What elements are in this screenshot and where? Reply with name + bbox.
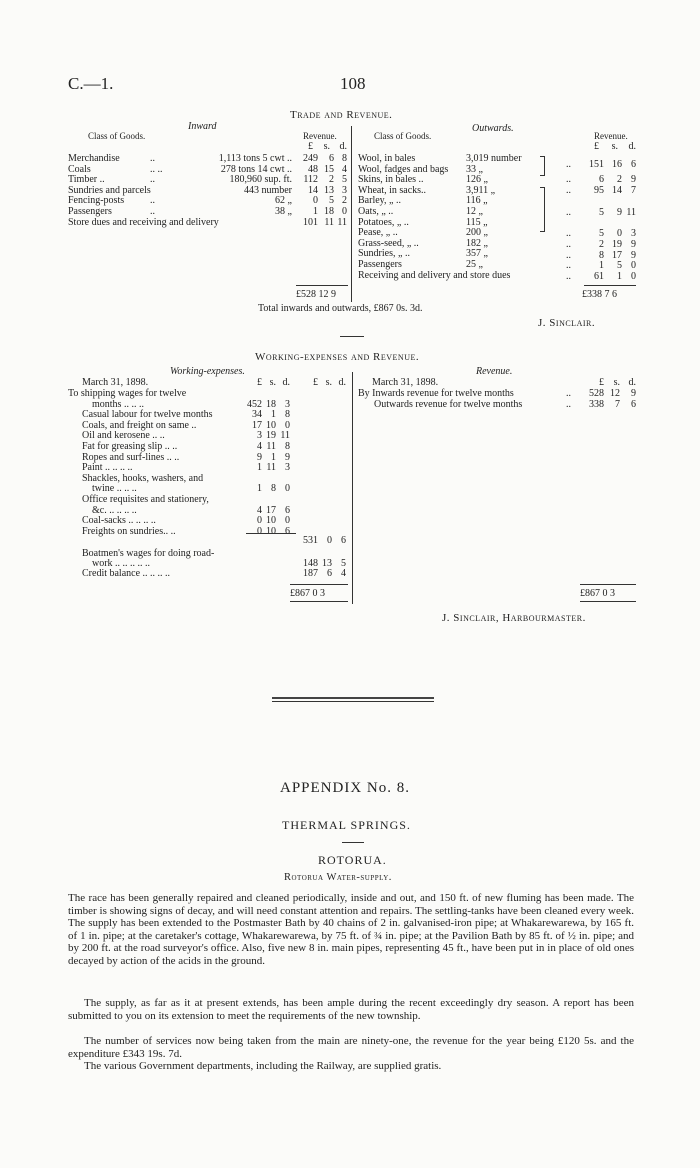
boatmen-amount-pence: 5 xyxy=(341,558,346,569)
inward-class-header: Class of Goods. xyxy=(88,131,146,141)
currency-header: d. xyxy=(339,141,347,152)
leader-dots: .. xyxy=(566,250,571,261)
inward-revenue-shillings: 6 xyxy=(329,153,334,164)
expense-amount-shillings: 11 xyxy=(266,462,276,474)
brace xyxy=(540,187,545,232)
currency-header: d. xyxy=(282,377,290,388)
revenue-amount-pence: 9 xyxy=(631,388,636,399)
inward-revenue-pounds: 101 xyxy=(303,216,318,228)
outward-quantity: 25 „ xyxy=(466,259,483,270)
outward-revenue-pounds: 8 xyxy=(599,250,604,261)
expense-item: Freights on sundries.. .. xyxy=(82,525,176,537)
leader-dots: .. xyxy=(566,239,571,250)
outward-quantity: 3,911 „ xyxy=(466,184,496,196)
expense-amount-shillings: 1 xyxy=(271,451,276,463)
outward-revenue-shillings: 17 xyxy=(612,250,622,261)
outward-total-rule xyxy=(584,285,636,286)
appendix-subtitle: THERMAL SPRINGS. xyxy=(282,818,411,832)
leader-dots: .. xyxy=(566,185,571,196)
revenue-item: By Inwards revenue for twelve months xyxy=(358,388,514,399)
revenue-heading: Revenue. xyxy=(476,366,513,377)
expense-amount-shillings: 10 xyxy=(266,515,276,527)
paragraph: The supply, as far as it at present extends, has been ample during the recent exceedingly dry season. A report has been submitted to you on its extension to meet the requirements of the new township. xyxy=(68,997,634,1022)
expense-amount-pence: 0 xyxy=(285,483,290,495)
inward-quantity: 278 tons 14 cwt .. xyxy=(220,163,292,175)
leader-dots: .. xyxy=(150,153,155,164)
inward-class: Sundries and parcels xyxy=(68,184,151,196)
inward-class: Timber .. xyxy=(68,174,105,186)
outward-class: Potatoes, „ .. xyxy=(358,216,409,228)
inward-revenue-header: Revenue. xyxy=(303,131,337,141)
document-ref: C.—1. xyxy=(68,74,114,93)
expense-item: twine .. .. .. xyxy=(92,483,137,495)
expense-item: &c. .. .. .. .. xyxy=(92,504,137,516)
inward-revenue-shillings: 18 xyxy=(324,206,334,217)
inward-revenue-shillings: 11 xyxy=(324,216,334,228)
outward-quantity: 200 „ xyxy=(466,227,488,239)
outward-revenue-pounds: 95 xyxy=(594,185,604,196)
outward-class: Passengers xyxy=(358,259,402,270)
leader-dots: .. xyxy=(566,398,571,410)
expense-item: Paint .. .. .. .. xyxy=(82,462,133,474)
outward-revenue-pence: 0 xyxy=(631,271,636,282)
inward-revenue-shillings: 5 xyxy=(329,195,334,207)
paragraph: The race has been generally repaired and cleaned periodically, inside and out, and 150 ft. of new fluming has been made. The timber is showing signs of decay, and will need constant attention and repairs. The settling-tanks have been cleaned every week. The supply has been extended to the Postmaster Bath by 40 chains of 2 in. galvanised-iron pipe; at Whakarewarewa, by 165 ft. of 1 in. pipe; at the caretaker's cottage, Whakarewarewa, by 75 ft. of ¾ in. pipe; at the Pavilion Bath by 85 ft. of ½ in. pipe; and by 200 ft. at the road surveyor's office. Also, five new 8 in. main pipes, representing 45 ft., have been put in in place of old ones decayed by action of the acids in the ground. xyxy=(68,892,634,967)
left-total-underline xyxy=(290,601,348,602)
outward-revenue-shillings: 14 xyxy=(612,185,622,196)
inward-total: £528 12 9 xyxy=(296,289,336,300)
expense-amount-pence: 3 xyxy=(285,398,290,410)
outward-class-header: Class of Goods. xyxy=(374,131,432,141)
outward-revenue-pence: 9 xyxy=(631,239,636,250)
paragraph: The number of services now being taken from the main are ninety-one, the revenue for the year being £120 5s. and the expenditure £343 19s. 7d. xyxy=(68,1035,634,1060)
currency-header: d. xyxy=(628,141,636,152)
inward-heading: Inward xyxy=(188,121,217,132)
expense-amount-pence: 9 xyxy=(285,451,290,463)
currency-header: £ xyxy=(308,141,313,152)
expenses-subtotal-shillings: 0 xyxy=(327,535,332,546)
outward-quantity: 12 „ xyxy=(466,206,483,217)
outward-class: Barley, „ .. xyxy=(358,195,401,207)
expense-item: Office requisites and stationery, xyxy=(82,494,209,505)
expense-amount-shillings: 10 xyxy=(266,419,276,431)
leader-dots: .. xyxy=(566,228,571,239)
expense-amount-shillings: 11 xyxy=(266,441,276,452)
inward-total-rule xyxy=(296,285,348,286)
inward-class: Store dues and receiving and delivery xyxy=(68,216,219,228)
expense-item: Oil and kerosene .. .. xyxy=(82,430,165,442)
leader-dots: .. xyxy=(566,207,571,218)
expense-amount-pence: 6 xyxy=(285,525,290,537)
revenue-total: £867 0 3 xyxy=(580,588,615,599)
revenue-amount-shillings: 7 xyxy=(615,398,620,410)
outward-revenue-pounds: 2 xyxy=(599,239,604,250)
expense-amount-shillings: 18 xyxy=(266,398,276,410)
expense-amount-pounds: 0 xyxy=(257,515,262,527)
expense-amount-pence: 0 xyxy=(285,419,290,431)
outward-class: Grass-seed, „ .. xyxy=(358,237,419,249)
page-number: 108 xyxy=(340,74,366,93)
inward-revenue-pounds: 0 xyxy=(313,195,318,207)
expense-amount-pounds: 17 xyxy=(252,419,262,431)
leader-dots: .. xyxy=(566,159,571,170)
brace xyxy=(540,156,545,176)
outward-quantity: 126 „ xyxy=(466,174,488,186)
expense-amount-shillings: 8 xyxy=(271,483,276,495)
appendix-title: APPENDIX No. 8. xyxy=(280,780,411,796)
inward-revenue-pence: 11 xyxy=(337,216,347,228)
outward-class: Wool, fadges and bags xyxy=(358,163,449,175)
leader-dots: .. xyxy=(566,174,571,185)
currency-header: d. xyxy=(338,377,346,388)
inward-quantity: 62 „ xyxy=(275,195,292,207)
expense-amount-shillings: 17 xyxy=(266,504,276,516)
outward-revenue-pence: 3 xyxy=(631,228,636,239)
outward-class: Pease, „ .. xyxy=(358,227,398,239)
outward-quantity: 182 „ xyxy=(466,237,488,249)
expense-item: Shackles, hooks, washers, and xyxy=(82,472,204,484)
grand-total: Total inwards and outwards, £867 0s. 3d. xyxy=(258,303,423,314)
expenses-subtotal-pence: 6 xyxy=(341,535,346,546)
inward-class: Merchandise xyxy=(68,153,120,164)
credit-amount-shillings: 6 xyxy=(327,568,332,579)
leader-dots: .. xyxy=(566,388,571,399)
outward-revenue-shillings: 9 xyxy=(617,207,622,218)
currency-header: s. xyxy=(269,377,276,388)
outward-class: Receiving and delivery and store dues xyxy=(358,269,511,281)
inward-revenue-pence: 5 xyxy=(342,174,347,186)
outward-revenue-pounds: 6 xyxy=(599,174,604,185)
outward-revenue-pence: 9 xyxy=(631,174,636,185)
outward-revenue-pounds: 1 xyxy=(599,260,604,271)
inward-revenue-shillings: 13 xyxy=(324,184,334,196)
currency-header: £ xyxy=(313,377,318,388)
expense-amount-pence: 3 xyxy=(285,462,290,474)
outward-revenue-pounds: 5 xyxy=(599,207,604,218)
right-total-underline xyxy=(580,601,636,602)
leader-dots: .. xyxy=(150,195,155,207)
expense-amount-pence: 6 xyxy=(285,504,290,516)
inward-quantity: 38 „ xyxy=(275,206,292,217)
inward-revenue-pence: 8 xyxy=(342,153,347,164)
expense-item: Credit balance .. .. .. .. xyxy=(82,568,171,579)
expense-item: Casual labour for twelve months xyxy=(82,409,213,421)
right-total-rule xyxy=(580,584,636,585)
outward-revenue-shillings: 1 xyxy=(617,271,622,282)
inward-class: Passengers xyxy=(68,206,112,217)
inward-class: Coals xyxy=(68,163,91,175)
revenue-item: Outwards revenue for twelve months xyxy=(374,398,523,410)
expenses-date: March 31, 1898. xyxy=(82,377,149,388)
expense-amount-shillings: 19 xyxy=(266,430,276,442)
inward-quantity: 443 number xyxy=(243,184,292,196)
revenue-amount-shillings: 12 xyxy=(610,388,620,399)
inward-revenue-pounds: 1 xyxy=(313,206,318,217)
section-double-rule xyxy=(272,697,434,699)
currency-header: £ xyxy=(594,141,599,152)
outward-quantity: 33 „ xyxy=(466,163,483,175)
outward-revenue-shillings: 2 xyxy=(617,174,622,185)
expense-amount-pounds: 9 xyxy=(257,451,262,463)
inward-revenue-shillings: 2 xyxy=(329,174,334,186)
currency-header: s. xyxy=(325,377,332,388)
expense-amount-pounds: 1 xyxy=(257,483,262,495)
outward-class: Wheat, in sacks.. xyxy=(358,184,427,196)
currency-header: £ xyxy=(257,377,262,388)
expense-item: months .. .. .. xyxy=(92,398,144,410)
outward-revenue-shillings: 5 xyxy=(617,260,622,271)
expense-amount-pounds: 4 xyxy=(257,504,262,516)
revenue-date: March 31, 1898. xyxy=(372,377,439,388)
revenue-amount-pounds: 528 xyxy=(589,388,604,399)
expense-amount-pence: 8 xyxy=(285,409,290,421)
outward-class: Wool, in bales xyxy=(358,153,416,164)
appendix-divider xyxy=(342,842,364,843)
inward-revenue-pence: 4 xyxy=(342,163,347,175)
outward-class: Skins, in bales .. xyxy=(358,174,424,186)
outward-revenue-pence: 11 xyxy=(626,207,636,218)
outward-revenue-pence: 6 xyxy=(631,159,636,170)
expense-amount-pounds: 34 xyxy=(252,409,262,421)
expense-amount-shillings: 10 xyxy=(266,525,276,537)
expense-amount-pounds: 4 xyxy=(257,441,262,452)
section-title: Rotorua Water-supply. xyxy=(284,872,392,883)
inward-revenue-shillings: 15 xyxy=(324,163,334,175)
boatmen-amount-pounds: 148 xyxy=(303,558,318,569)
inward-revenue-pence: 2 xyxy=(342,195,347,207)
leader-dots: .. xyxy=(150,174,155,186)
outward-revenue-pence: 7 xyxy=(631,185,636,196)
outward-revenue-pounds: 151 xyxy=(589,159,604,170)
outward-class: Sundries, „ .. xyxy=(358,248,410,260)
revenue-amount-pence: 6 xyxy=(631,398,636,410)
currency-header: £ xyxy=(599,377,604,388)
currency-header: d. xyxy=(628,377,636,388)
expenses-heading: Working-expenses. xyxy=(170,366,245,377)
expenses-subtotal-pounds: 531 xyxy=(303,535,318,546)
trade-title: Trade and Revenue. xyxy=(290,109,393,121)
expense-item: Fat for greasing slip .. .. xyxy=(82,441,178,452)
working-column-divider xyxy=(352,372,353,604)
expense-amount-pounds: 3 xyxy=(257,430,262,442)
trade-column-divider xyxy=(351,126,352,302)
section-double-rule xyxy=(272,701,434,702)
leader-dots: .. xyxy=(150,206,155,217)
outward-revenue-pence: 0 xyxy=(631,260,636,271)
expense-item: Boatmen's wages for doing road- xyxy=(82,548,215,559)
inward-revenue-pounds: 249 xyxy=(303,153,318,164)
leader-dots: .. xyxy=(566,260,571,271)
inward-revenue-pence: 0 xyxy=(342,206,347,217)
credit-amount-pence: 4 xyxy=(341,568,346,579)
harbourmaster-signature: J. Sinclair, Harbourmaster. xyxy=(442,612,586,624)
expense-amount-shillings: 1 xyxy=(271,409,276,421)
expense-amount-pounds: 1 xyxy=(257,462,262,474)
currency-header: s. xyxy=(323,141,330,152)
paragraph: The various Government departments, including the Railway, are supplied gratis. xyxy=(84,1060,442,1072)
expense-item: Ropes and surf-lines .. .. xyxy=(82,451,180,463)
working-title: Working-expenses and Revenue. xyxy=(255,351,420,363)
inward-revenue-pounds: 14 xyxy=(308,184,318,196)
leader-dots: .. .. xyxy=(150,163,163,175)
inward-revenue-pounds: 112 xyxy=(303,174,318,186)
currency-header: s. xyxy=(611,141,618,152)
boatmen-amount-shillings: 13 xyxy=(322,558,332,569)
leader-dots: .. xyxy=(566,271,571,282)
left-total-rule xyxy=(290,584,348,585)
expense-amount-pence: 11 xyxy=(280,430,290,442)
inward-quantity: 1,113 tons 5 cwt .. xyxy=(218,153,292,164)
subtotal-rule xyxy=(246,533,296,534)
outward-total: £338 7 6 xyxy=(582,289,617,300)
outward-revenue-shillings: 19 xyxy=(612,239,622,250)
expenses-total: £867 0 3 xyxy=(290,588,325,599)
expense-item: work .. .. .. .. .. xyxy=(92,558,151,569)
outward-revenue-shillings: 16 xyxy=(612,159,622,170)
expense-amount-pence: 0 xyxy=(285,515,290,527)
expense-item: Coal-sacks .. .. .. .. xyxy=(82,515,156,527)
section-divider xyxy=(340,336,364,337)
credit-amount-pounds: 187 xyxy=(303,568,318,579)
inward-quantity: 180,960 sup. ft. xyxy=(229,174,292,186)
outward-quantity: 115 „ xyxy=(466,216,488,228)
inward-class: Fencing-posts xyxy=(68,195,125,207)
outward-revenue-pounds: 5 xyxy=(599,228,604,239)
expense-amount-pence: 8 xyxy=(285,441,290,452)
expense-amount-pounds: 452 xyxy=(247,398,262,410)
trade-signature: J. Sinclair. xyxy=(538,317,596,329)
expense-item: Coals, and freight on same .. xyxy=(82,419,197,431)
outward-quantity: 3,019 number xyxy=(466,153,522,164)
place-title: ROTORUA. xyxy=(318,853,387,867)
outward-quantity: 357 „ xyxy=(466,248,488,260)
outward-revenue-pence: 9 xyxy=(631,250,636,261)
expense-amount-pounds: 0 xyxy=(257,525,262,537)
outward-class: Oats, „ .. xyxy=(358,206,394,217)
currency-header: s. xyxy=(613,377,620,388)
outward-revenue-shillings: 0 xyxy=(617,228,622,239)
revenue-amount-pounds: 338 xyxy=(589,398,604,410)
expense-item: To shipping wages for twelve xyxy=(68,388,187,399)
outward-revenue-pounds: 61 xyxy=(594,271,604,282)
outward-revenue-header: Revenue. xyxy=(594,131,628,141)
outward-heading: Outwards. xyxy=(472,123,514,134)
inward-revenue-pence: 3 xyxy=(342,184,347,196)
outward-quantity: 116 „ xyxy=(466,195,488,207)
inward-revenue-pounds: 48 xyxy=(308,163,318,175)
